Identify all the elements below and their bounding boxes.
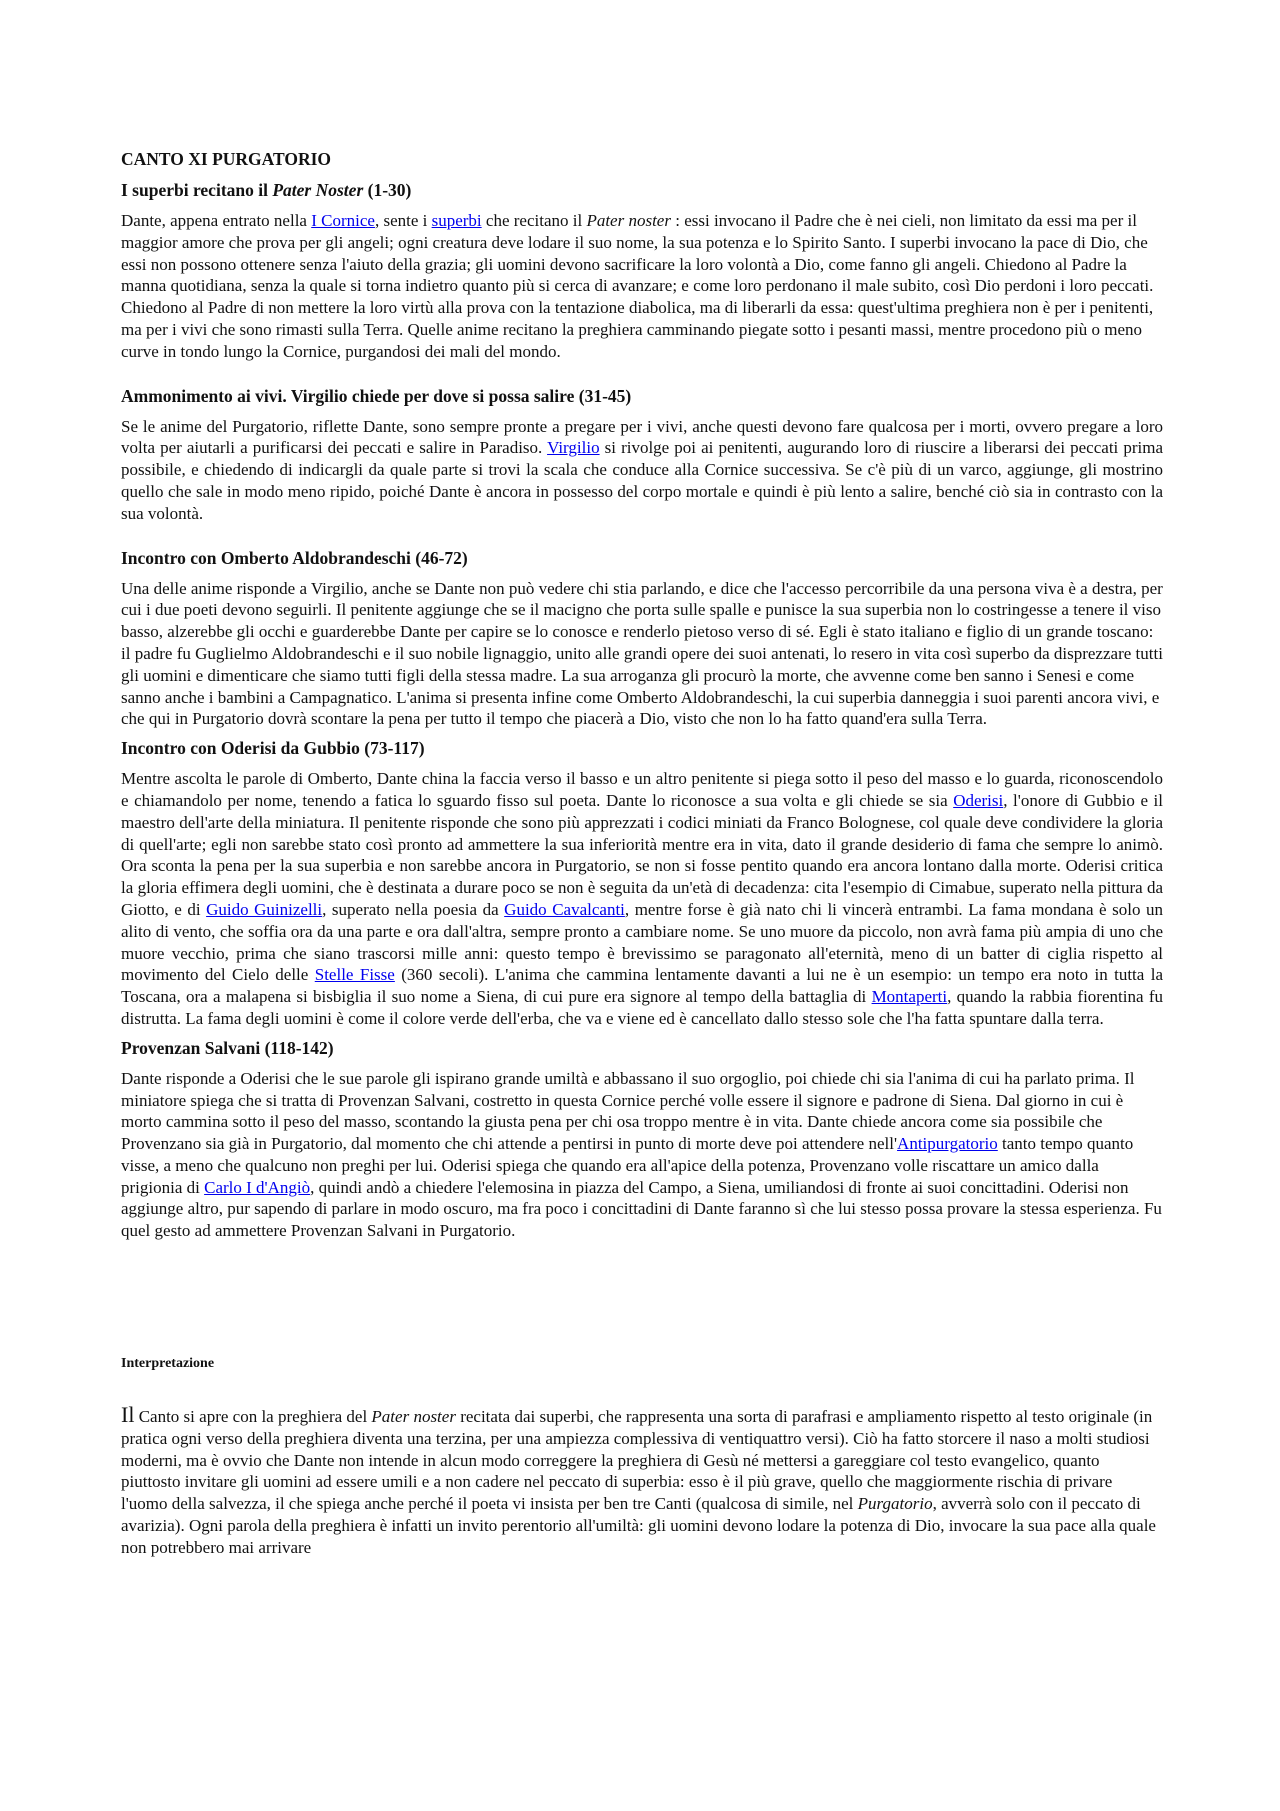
link-stelle-fisse[interactable]: Stelle Fisse	[314, 965, 395, 985]
link-guido-cavalcanti[interactable]: Guido Cavalcanti	[504, 899, 625, 919]
document-page	[121, 148, 1163, 1559]
text-run: che recitano il	[481, 211, 587, 230]
section-heading-ammonimento: Ammonimento ai vivi. Virgilio chiede per dove si possa salire (31-45)	[121, 385, 632, 406]
text-run: , l'onore di Gubbio e il maestro dell'arte della miniatura. Il penitente risponde che sono più apprezzati i codici miniati da Franco Bolognese, col quale deve condividere la gloria di quell'arte; egli non sarebbe stato così pronto ad ammettere la sua inferiorità mentre era in vita, dato il grande desiderio di fama che sempre lo animò. Ora sconta la pena per la sua superbia e non sarebbe ancora in Purgatorio, se non si fosse pentito quando era ancora lontano dalla morte. Oderisi critica la gloria effimera degli uomini, che è destinata a durare poco se non è seguita da un'età di decadenza: cita l'esempio di Cimabue, superato nella pittura da Giotto, e di	[121, 790, 1163, 919]
section-heading-oderisi: Incontro con Oderisi da Gubbio (73-117)	[121, 738, 425, 759]
text-run: , mentre forse è già nato chi li vincerà entrambi. La fama mondana è solo un alito di vento, che soffia ora da una parte e ora dall'altra, sempre pronto a cambiare nome. Se uno muore da piccolo, non avrà fama più ampia di uno che muore vecchio, prima che siano trascorsi mille anni: questo tempo è brevissimo se paragonato all'eternità, meno di un batter di ciglia rispetto al movimento del Cielo delle	[121, 899, 1164, 985]
spacer	[121, 1030, 1163, 1037]
text-run: tanto tempo quanto visse, a meno che qualcuno non preghi per lui. Oderisi spiega che quando era all'apice della potenza, Provenzano volle riscattare un amico dalla prigionia di	[121, 1134, 1134, 1197]
spacer	[121, 1374, 1163, 1404]
text-run: , sente i	[374, 211, 432, 230]
spacer	[121, 363, 1163, 385]
emphasis-purgatorio: Purgatorio	[857, 1494, 933, 1514]
text-run: Dante, appena entrato nella	[121, 211, 312, 230]
paragraph-oderisi	[121, 768, 1163, 1030]
spacer	[121, 730, 1163, 737]
text-run: si rivolge poi ai penitenti, augurando loro di riuscire a liberarsi dei peccati prima possibile, e chiedendo di indicargli da quale parte si trovi la scala che conduce alla Cornice successiva. Se c'è più di un varco, aggiunge, gli mostrino quello che sale in modo meno ripido, poiché Dante è ancora in possesso del corpo mortale e quindi è più lento a salire, benché ciò sia in contrasto con la sua volontà.	[121, 438, 1163, 523]
text-run: Canto si apre con la preghiera del	[134, 1407, 372, 1427]
section-heading-provenzan: Provenzan Salvani (118-142)	[121, 1037, 334, 1058]
link-oderisi[interactable]: Oderisi	[953, 790, 1004, 810]
canto-title: CANTO XI PURGATORIO	[121, 149, 332, 169]
interpretazione-heading: Interpretazione	[121, 1356, 215, 1372]
section-heading-superbi	[121, 179, 1163, 201]
link-montaperti[interactable]: Montaperti	[871, 987, 948, 1007]
text-run: Mentre ascolta le parole di Omberto, Dante china la faccia verso il basso e un altro penitente si piega sotto il peso del masso e lo guarda, riconoscendolo e chiamandolo per nome, tenendo a fatica lo sguardo fisso sul poeta. Dante lo riconosce a sua volta e gli chiede se sia	[121, 769, 1163, 810]
link-superbi[interactable]: superbi	[431, 211, 482, 230]
link-antipurgatorio[interactable]: Antipurgatorio	[897, 1134, 998, 1154]
link-i-cornice[interactable]: I Cornice	[311, 211, 375, 230]
heading-text: I superbi recitano il	[121, 180, 273, 200]
heading-verses: (1-30)	[363, 180, 412, 200]
section-heading-omberto: Incontro con Omberto Aldobrandeschi (46-72)	[121, 547, 468, 568]
paragraph-provenzan	[121, 1068, 1163, 1242]
spacer	[121, 525, 1163, 547]
emphasis-pater-noster: Pater noster	[371, 1407, 456, 1427]
emphasis-pater-noster: Pater noster	[586, 211, 671, 230]
link-carlo-i-dangio[interactable]: Carlo I d'Angiò	[204, 1177, 311, 1197]
link-guido-guinizelli[interactable]: Guido Guinizelli	[206, 899, 323, 919]
text-run: , avverrà solo con il peccato di avarizia). Ogni parola della preghiera è infatti un invito perentorio all'umiltà: gli uomini devono lodare la potenza di Dio, invocare la sua pace alla quale non potrebbero mai arrivare	[121, 1494, 1156, 1557]
dropcap-text: Il	[121, 1402, 135, 1428]
text-run: , superato nella poesia da	[322, 899, 505, 919]
heading-emphasis: Pater Noster	[272, 180, 364, 200]
paragraph-ammonimento	[121, 416, 1163, 525]
spacer	[121, 1242, 1163, 1354]
text-run: Se le anime del Purgatorio, riflette Dante, sono sempre pronte a pregare per i vivi, anche questi devono fare qualcosa per i morti, ovvero pregare a loro volta per aiutarli a purificarsi dei peccati e salire in Paradiso.	[121, 416, 1163, 458]
paragraph-superbi	[121, 210, 1163, 363]
text-run: (360 secoli). L'anima che cammina lentamente davanti a lui ne è un esempio: un tempo era noto in tutta la Toscana, ora a malapena si bisbiglia il suo nome a Siena, di cui pure era signore al tempo della battaglia di	[121, 965, 1164, 1007]
text-run: recitata dai superbi, che rappresenta una sorta di parafrasi e ampliamento rispetto al testo originale (in pratica ogni verso della preghiera diventa una terzina, per una ampiezza complessiva di ventiquattro versi). Ciò ha fatto storcere il naso a molti studiosi moderni, ma è ovvio che Dante non intende in alcun modo correggere la preghiera di Gesù né mettersi a gareggiare col testo evangelico, quanto piuttosto invitare gli uomini ad essere umili e a non cadere nel peccato di superbia: esso è il più grave, quello che maggiormente rischia di privare l'uomo della salvezza, il che spiega anche perché il poeta vi insista per ben tre Canti (qualcosa di simile, nel	[121, 1407, 1153, 1514]
link-virgilio[interactable]: Virgilio	[547, 438, 600, 458]
text-run: , quindi andò a chiedere l'elemosina in piazza del Campo, a Siena, umiliandosi di fronte ai suoi concittadini. Oderisi non aggiunge altro, pur sapendo di parlare in modo oscuro, ma fra poco i concittadini di Dante faranno sì che lui stesso possa provare la stessa esperienza. Fu quel gesto ad ammettere Provenzan Salvani in Purgatorio.	[121, 1177, 1162, 1241]
paragraph-omberto: Una delle anime risponde a Virgilio, anche se Dante non può vedere chi stia parlando, e dice che l'accesso percorribile da una persona viva è a destra, per cui i due poeti devono seguirli. Il penitente aggiunge che se il macigno che porta sulle spalle e punisce la sua superbia non lo costringesse a tenere il viso basso, alzerebbe gli occhi e guarderebbe Dante per capire se lo conosce e renderlo pietoso verso di sé. Egli è stato italiano e figlio di un grande toscano: il padre fu Guglielmo Aldobrandeschi e il suo nobile lignaggio, unito alle grandi opere dei suoi antenati, lo resero in vita così superbo da disprezzare tutti gli uomini e dimenticare che siamo tutti figli della stessa madre. La sua arroganza gli procurò la morte, che avvenne come ben sanno i Senesi e come sanno anche i bambini a Campagnatico. L'anima si presenta infine come Omberto Aldobrandeschi, la cui superbia danneggia i suoi parenti ancora vivi, e che qui in Purgatorio dovrà scontare la pena per tutto il tempo che piacerà a Dio, visto che non lo ha fatto quand'era sulla Terra.	[121, 578, 1163, 729]
text-run: Dante risponde a Oderisi che le sue parole gli ispirano grande umiltà e abbassano il suo orgoglio, poi chiede chi sia l'anima di cui ha parlato prima. Il miniatore spiega che si tratta di Provenzan Salvani, costretto in questa Cornice perché volle essere il signore e padrone di Siena. Dal giorno in cui è morto cammina sotto il peso del masso, scontando la giusta pena per chi osa troppo mentre è in vita. Dante chiede ancora come sia possibile che Provenzano sia già in Purgatorio, dal momento che chi attende a pentirsi in punto di morte deve poi attendere nell'	[121, 1068, 1135, 1154]
text-run: , quando la rabbia fiorentina fu distrutta. La fama degli uomini è come il colore verde dell'erba, che va e viene ed è cancellato dallo stesso sole che l'ha fatta spuntare dalla terra.	[121, 987, 1163, 1028]
text-run: : essi invocano il Padre che è nei cieli, non limitato da essi ma per il maggior amore che prova per gli angeli; ogni creatura deve lodare il suo nome, la sua potenza e lo Spirito Santo. I superbi invocano la pace di Dio, che essi non possono ottenere senza l'aiuto della grazia; gli uomini devono sacrificare la loro volontà a Dio, come fanno gli angeli. Chiedono al Padre la manna quotidiana, senza la quale si torna indietro quanto più si cerca di avanzare; e come loro perdonano il male subito, così Dio perdoni i loro peccati. Chiedono al Padre di non mettere la loro virtù alla prova con la tentazione diabolica, ma di liberarli da essa: quest'ultima preghiera non è per i penitenti, ma per i vivi che sono rimasti sulla Terra. Quelle anime recitano la preghiera camminando piegate sotto i pesanti massi, mentre procedono più o meno curve in tondo lungo la Cornice, purgandosi dei mali del mondo.	[121, 211, 1154, 361]
paragraph-interpretazione	[121, 1404, 1163, 1559]
